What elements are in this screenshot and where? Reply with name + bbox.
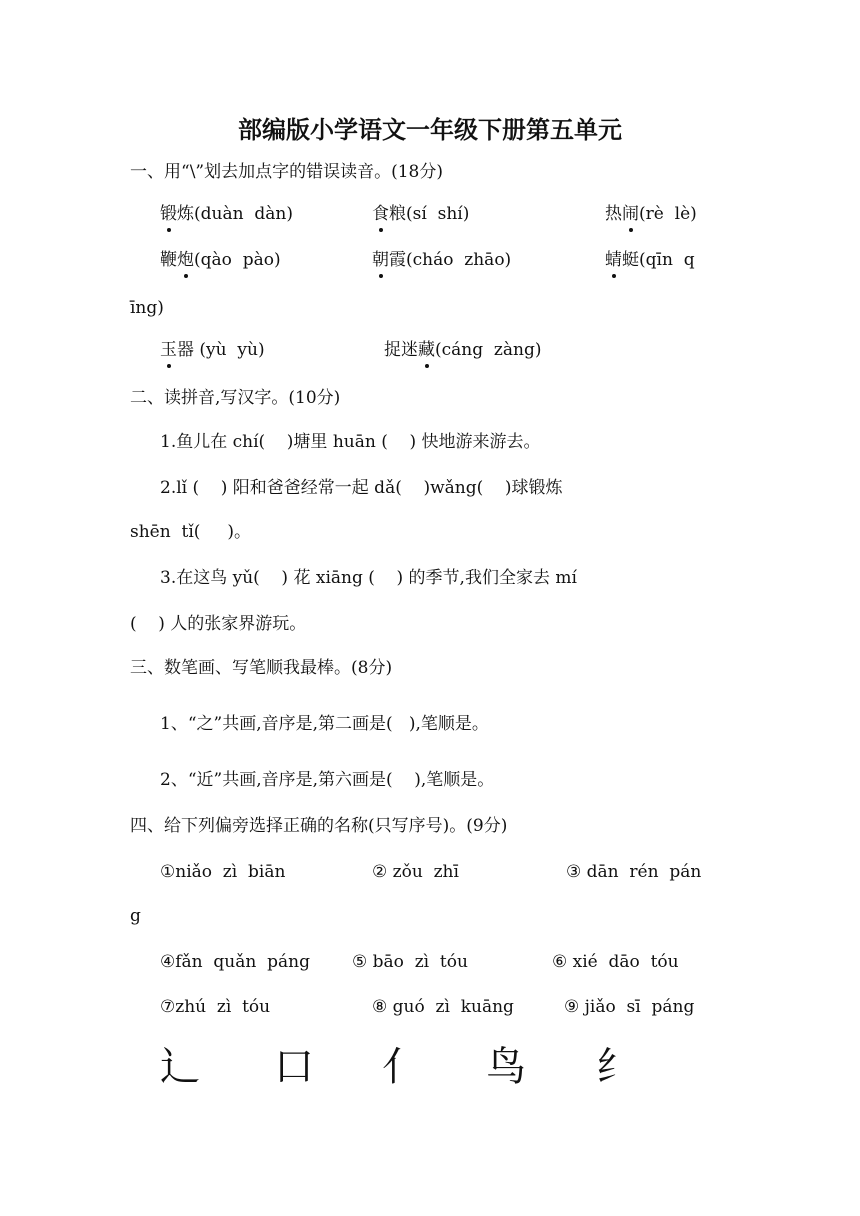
radical-3: 亻 [382, 1044, 422, 1090]
option-4: ④fǎn quǎn páng [160, 952, 310, 972]
s2-line-3: shēn tǐ( )。 [130, 522, 252, 542]
option-9: ⑨ jiǎo sī páng [564, 997, 695, 1017]
radical-4: 鸟 [486, 1044, 526, 1090]
option-3-wrap: g [130, 906, 141, 926]
section-4-heading: 四、给下列偏旁选择正确的名称(只写序号)。(9分) [130, 816, 508, 836]
option-8: ⑧ guó zì kuāng [372, 997, 514, 1017]
item-1: 锻炼(duàn dàn) [160, 204, 293, 224]
option-3: ③ dān rén pán [566, 862, 702, 882]
option-1: ①niǎo zì biān [160, 862, 286, 882]
option-5: ⑤ bāo zì tóu [352, 952, 468, 972]
s2-line-2: 2.lǐ ( ) 阳和爸爸经常一起 dǎ( )wǎng( )球锻炼 [160, 478, 563, 498]
item-6: 蜻蜓(qīn q [605, 250, 695, 270]
dotted-char: 炮 [177, 250, 194, 270]
s2-line-4: 3.在这鸟 yǔ( ) 花 xiāng ( ) 的季节,我们全家去 mí [160, 568, 577, 588]
page-title: 部编版小学语文一年级下册第五单元 [238, 116, 622, 144]
dotted-char: 藏 [418, 340, 435, 360]
radical-row [150, 1035, 650, 1095]
s2-line-5: ( ) 人的张家界游玩。 [130, 614, 307, 634]
radical-5: 纟 [596, 1044, 636, 1090]
item-8: 捉迷藏(cáng zàng) [384, 340, 542, 360]
dotted-char: 闹 [622, 204, 639, 224]
s3-line-2: 2、“近”共画,音序是,第六画是( ),笔顺是。 [160, 770, 495, 790]
item-5: 朝霞(cháo zhāo) [372, 250, 512, 270]
item-2: 食粮(sí shí) [372, 204, 470, 224]
item-3: 热闹(rè lè) [605, 204, 697, 224]
dotted-char: 蜻 [605, 250, 622, 270]
s3-line-1: 1、“之”共画,音序是,第二画是( ),笔顺是。 [160, 714, 489, 734]
item-7: 玉器 (yù yù) [160, 340, 265, 360]
dotted-char: 朝 [372, 250, 389, 270]
item-4: 鞭炮(qào pào) [160, 250, 281, 270]
radical-1: 辶 [160, 1044, 200, 1090]
dotted-char: 玉 [160, 340, 177, 360]
option-6: ⑥ xié dāo tóu [552, 952, 679, 972]
section-3-heading: 三、数笔画、写笔顺我最棒。(8分) [130, 658, 393, 678]
option-2: ② zǒu zhī [372, 862, 459, 882]
s2-line-1: 1.鱼儿在 chí( )塘里 huān ( ) 快地游来游去。 [160, 432, 541, 452]
item-6-wrap: īng) [130, 298, 164, 318]
option-7: ⑦zhú zì tóu [160, 997, 271, 1017]
section-2-heading: 二、读拼音,写汉字。(10分) [130, 388, 341, 408]
dotted-char: 锻 [160, 204, 177, 224]
section-1-heading: 一、用“\”划去加点字的错误读音。(18分) [130, 162, 444, 182]
dotted-char: 食 [372, 204, 389, 224]
radical-2: 口 [274, 1044, 314, 1090]
